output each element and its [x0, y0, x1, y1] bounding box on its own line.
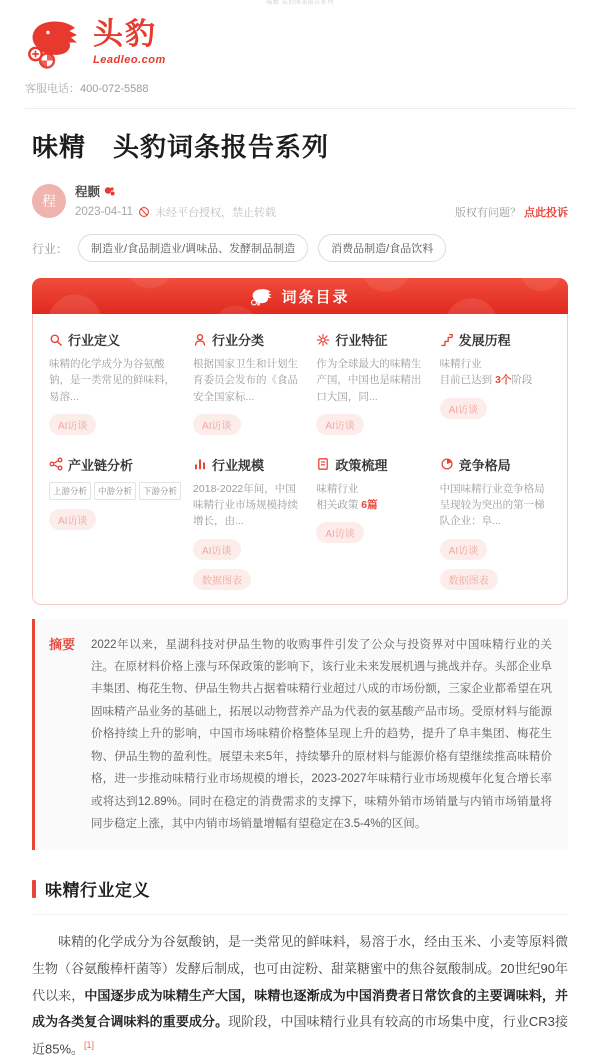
abstract-label: 摘要 — [49, 636, 76, 652]
dir-item-development-history[interactable] — [440, 330, 551, 435]
directory-card — [32, 278, 568, 605]
desc-line1: 味精行业 — [439, 358, 482, 370]
ai-interview-tag[interactable]: AI访谈 — [440, 398, 487, 419]
dir-item-competitive-landscape[interactable] — [440, 455, 551, 590]
dir-item-industry-features[interactable] — [316, 330, 427, 435]
page-title: 味精 头豹词条报告系列 — [32, 132, 330, 162]
leopard-banner-icon — [250, 287, 274, 306]
copyright-line — [455, 204, 568, 220]
dir-item-desc: 作为全球最大的味精生产国，中国也是味精出口大国，同... — [316, 358, 422, 403]
logo-en-text: Leadleo.com — [93, 54, 166, 66]
dir-item-title: 竞争格局 — [458, 457, 511, 473]
abstract-section — [32, 619, 568, 851]
desc-highlight: 3个 — [495, 374, 512, 387]
no-reprint-icon — [138, 206, 150, 218]
industry-label: 行业： — [32, 241, 69, 256]
section-heading — [32, 876, 568, 915]
upstream-tag[interactable]: 上游分析 — [49, 482, 91, 500]
service-phone-label: 客服电话： — [25, 83, 80, 95]
para-bold-text: 中国逐步成为味精生产大国，味精也逐渐成为中国消费者日常饮食的主要调味料，并成为各类复合调味料的重要成分。 — [32, 987, 568, 1030]
footnote-ref-link[interactable]: [1] — [84, 1039, 95, 1050]
copyright-question: 版权有问题？ — [454, 207, 521, 219]
dir-item-title: 行业特征 — [335, 333, 388, 348]
leadleo-logo[interactable] — [25, 16, 575, 70]
print-header: 味精 头豹词条报告系列 — [266, 0, 334, 6]
logo-cn-text: 头豹 — [93, 18, 157, 51]
directory-body — [32, 314, 568, 605]
data-chart-tag[interactable]: 数据图表 — [193, 569, 251, 590]
industry-tag[interactable]: 消费品制造/食品饮料 — [318, 234, 446, 262]
ai-interview-tag[interactable]: AI访谈 — [193, 539, 240, 560]
history-steps-icon — [440, 333, 454, 347]
definition-search-icon — [49, 333, 63, 347]
dir-item-desc: 中国味精行业竞争格局呈现较为突出的第一梯队企业：阜... — [439, 482, 545, 528]
dir-item-title: 行业规模 — [212, 457, 265, 473]
section-heading-text: 味精行业定义 — [45, 881, 150, 901]
industry-row — [32, 234, 568, 262]
data-chart-tag[interactable]: 数据图表 — [440, 569, 498, 590]
leopard-logo-icon — [25, 16, 87, 70]
complain-link[interactable]: 点此投诉 — [524, 207, 568, 219]
para-text: 味精的化学成分为谷氨酸钠，是一类常见的鲜味料，易溶于水，经由玉米、小麦等原料微生物（谷氨酸棒杆菌等）发酵后制成，也可由淀粉、甜菜糖蜜中的焦谷氨酸制成。20世纪90年代以来， — [32, 934, 568, 1003]
dir-item-title: 行业定义 — [68, 333, 121, 348]
site-header — [0, 0, 600, 96]
dir-item-desc — [440, 356, 551, 389]
meta-row — [32, 182, 568, 220]
para-text: 现阶段，中国味精行业具有较高的市场集中度，行业CR3接近85%。 — [32, 1014, 568, 1057]
author-badge-icon — [104, 186, 115, 197]
desc-prefix: 相关政策 — [316, 499, 362, 512]
ai-interview-tag[interactable]: AI访谈 — [440, 539, 487, 560]
desc-highlight: 6篇 — [361, 499, 378, 512]
article — [0, 127, 600, 1063]
dir-item-title: 行业分类 — [212, 333, 265, 348]
desc-suffix: 阶段 — [511, 374, 533, 387]
dir-item-industry-classification[interactable] — [193, 330, 304, 435]
desc-prefix: 目前已达到 — [439, 374, 496, 387]
dir-item-desc: 2018-2022年间，中国味精行业市场规模持续增长，由... — [193, 482, 299, 528]
directory-banner-title: 词条目录 — [281, 288, 350, 306]
definition-paragraph — [32, 929, 568, 1063]
ai-interview-tag[interactable]: AI访谈 — [193, 414, 240, 435]
pie-chart-icon — [440, 457, 454, 471]
header-divider — [25, 108, 575, 109]
author-name[interactable]: 程颢 — [75, 185, 101, 199]
avatar[interactable]: 程 — [32, 184, 66, 218]
reprint-notice: 未经平台授权，禁止转载 — [154, 207, 276, 219]
dir-item-industry-definition[interactable] — [49, 330, 181, 435]
service-phone-number: 400-072-5588 — [80, 83, 149, 95]
features-gear-icon — [316, 333, 330, 347]
classification-person-icon — [193, 333, 207, 347]
midstream-tag[interactable]: 中游分析 — [94, 482, 136, 500]
ai-interview-tag[interactable]: AI访谈 — [316, 414, 363, 435]
chain-share-icon — [49, 457, 63, 471]
dir-item-desc: 根据国家卫生和计划生育委员会发布的《食品安全国家标... — [193, 358, 299, 403]
service-phone — [25, 80, 575, 96]
ai-interview-tag[interactable]: AI访谈 — [316, 522, 363, 543]
abstract-text: 2022年以来，星湖科技对伊品生物的收购事件引发了公众与投资界对中国味精行业的关注。在原材料价格上涨与环保政策的影响下，该行业未来发展机遇与挑战并存。头部企业阜丰集团、梅花生物、伊品生物共占据着味精行业超过八成的市场份额，三家企业都希望在巩固味精产品业务的基础上，拓展以动物营养产品为代表的氨基酸产品市场。受原材料与能源价格持续上升的影响，中国市场味精价格整体呈现上升的趋势，提升了阜丰集团、梅花生物、伊品生物的盈利性。展望未来5年，持续攀升的原材料与能源价格有望继续推高味精价格，进一步推动味精行业市场规模的增长，2023-2027年味精行业市场规模年化复合增长率或将达到12.89%。同时在稳定的消费需求的支撑下，味精外销市场销量与内销市场销量将同步稳定上涨，其中内销市场销量增幅有望稳定在3.5-4%的区间。 — [91, 638, 552, 830]
dir-item-title: 发展历程 — [458, 333, 511, 348]
ai-interview-tag[interactable]: AI访谈 — [49, 414, 96, 435]
industry-tag[interactable]: 制造业/食品制造业/调味品、发酵制品制造 — [78, 234, 308, 262]
bar-chart-icon — [193, 457, 207, 471]
dir-item-industry-chain[interactable] — [49, 455, 181, 590]
publish-date: 2023-04-11 — [75, 206, 133, 218]
downstream-tag[interactable]: 下游分析 — [139, 482, 181, 500]
dir-item-title: 产业链分析 — [68, 457, 134, 473]
dir-item-industry-scale[interactable] — [193, 455, 304, 590]
dir-item-policy-review[interactable] — [316, 455, 427, 590]
desc-line1: 味精行业 — [316, 482, 359, 495]
directory-banner — [32, 278, 568, 314]
dir-item-title: 政策梳理 — [335, 457, 388, 473]
dir-item-desc — [316, 481, 427, 514]
heading-accent-bar — [32, 880, 36, 898]
ai-interview-tag[interactable]: AI访谈 — [49, 509, 96, 530]
policy-document-icon — [316, 457, 330, 471]
dir-item-desc: 味精的化学成分为谷氨酸钠，是一类常见的鲜味料，易溶... — [49, 358, 175, 403]
